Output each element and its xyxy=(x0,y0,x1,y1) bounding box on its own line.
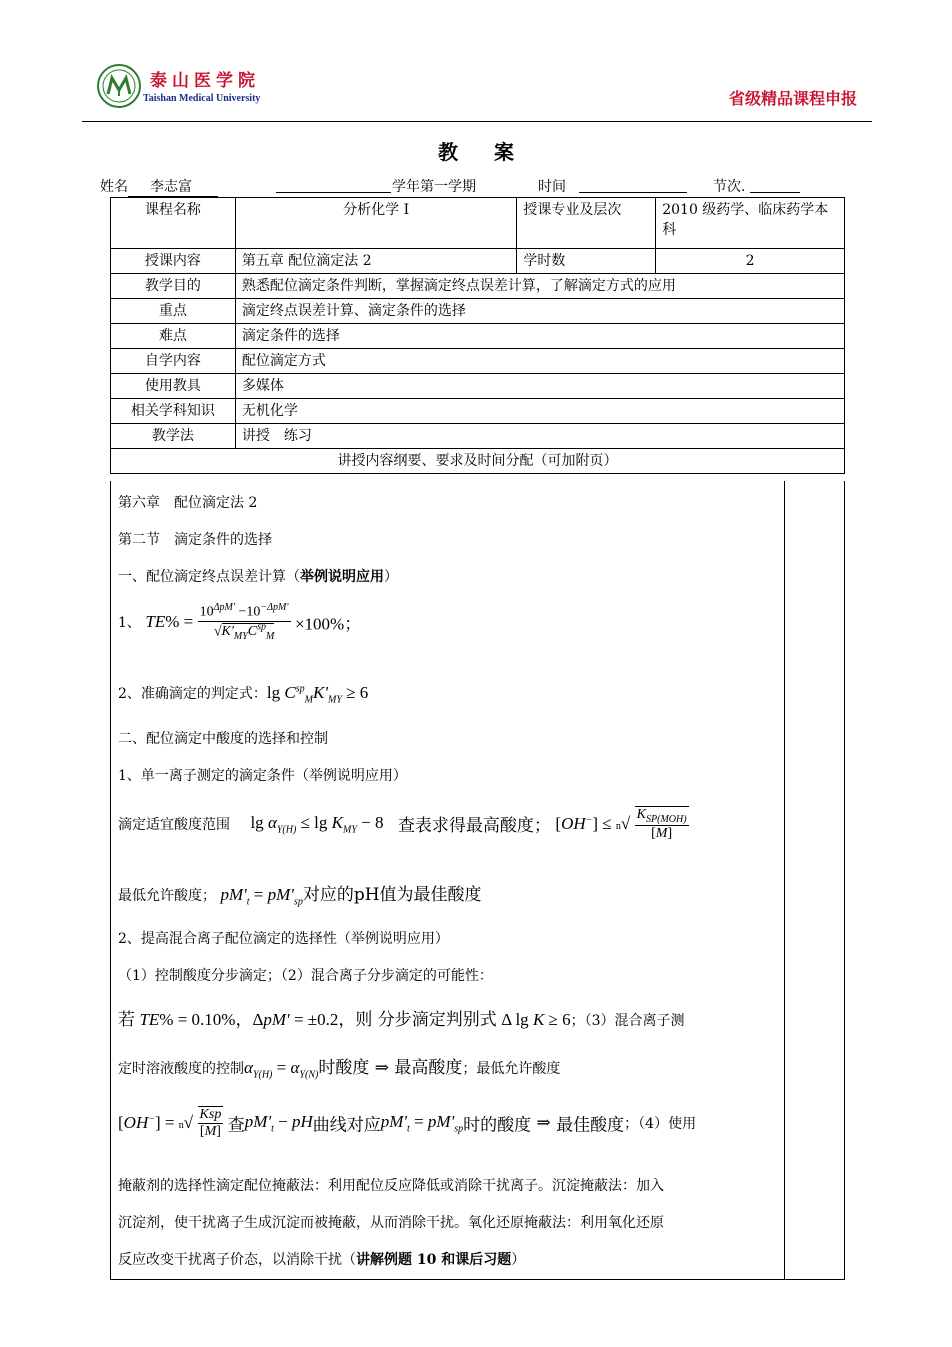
hours-value: 2 xyxy=(656,249,845,274)
formula-solution-acid: 定时溶液酸度的控制$\alpha_{Y(H)} = \alpha_{Y(N)}$时酸度 ⇒ 最高酸度；最低允许酸度 xyxy=(118,1058,561,1081)
year-blank xyxy=(276,176,391,193)
tools-label: 使用教具 xyxy=(111,374,236,399)
course-value: 分析化学 I xyxy=(235,198,517,249)
sub-mixed-ion: 2、提高混合离子配位滴定的选择性（举例说明应用） xyxy=(118,931,449,947)
major-label: 授课专业及层次 xyxy=(517,198,656,249)
control-text: （1）控制酸度分步滴定；（2）混合离子分步滴定的可能性： xyxy=(118,968,493,984)
chapter-title: 第六章 配位滴定法 2 xyxy=(118,495,258,511)
course-label: 课程名称 xyxy=(111,198,236,249)
difficulty-label: 难点 xyxy=(111,324,236,349)
content-value: 第五章 配位滴定法 2 xyxy=(235,249,517,274)
name-value: 李志富 xyxy=(150,179,192,195)
name-label: 姓名 xyxy=(100,179,128,195)
key-label: 重点 xyxy=(111,299,236,324)
difficulty-value: 滴定条件的选择 xyxy=(235,324,844,349)
term-label: 学年第一学期 xyxy=(392,179,476,195)
content-label: 授课内容 xyxy=(111,249,236,274)
self-study-value: 配位滴定方式 xyxy=(235,349,844,374)
time-label: 时间 xyxy=(538,179,566,195)
university-logo-icon xyxy=(97,64,141,108)
formula-ksp: [OH−] = n√ $\frac{\text{Ksp}}{[M]}$ 查$pM'_t$ − pH曲线对应$pM'_t = pM'_{sp}$时的酸度 ⇒ 最佳酸度；（4）使用 xyxy=(118,1107,697,1139)
lesson-plan-table xyxy=(110,197,845,474)
formula-stepwise: 若 TE% = 0.10%，ΔpM' = ±0.2，则 分步滴定判别式 Δ lg K ≥ 6；（3）混合离子测 xyxy=(118,1010,685,1030)
header-divider xyxy=(82,121,872,122)
application-title: 省级精品课程申报 xyxy=(728,89,857,108)
major-value: 2010 级药学、临床药学本科 xyxy=(656,198,845,249)
purpose-label: 教学目的 xyxy=(111,274,236,299)
key-value: 滴定终点误差计算、滴定条件的选择 xyxy=(235,299,844,324)
formula-te: 1、 TE% = $\frac{10^{\Delta pM'} -10^{-\Delta pM'}}{√K'_{MY}C^{sp}_M}$ ×100%； xyxy=(118,602,362,643)
paragraph-line-3: 反应改变干扰离子价态，以消除干扰（讲解例题 10 和课后习题） xyxy=(118,1252,526,1268)
sub-single-ion: 1、单一离子测定的滴定条件（举例说明应用） xyxy=(118,768,407,784)
formula-accuracy: 2、准确滴定的判定式：$\lg C^{sp}_MK'_{MY} \ge 6$ xyxy=(118,683,369,706)
content-side-column xyxy=(783,481,845,1280)
heading-error-calc: 一、配位滴定终点误差计算（举例说明应用） xyxy=(118,569,398,585)
name-value-field xyxy=(128,176,218,197)
heading-acidity: 二、配位滴定中酸度的选择和控制 xyxy=(118,731,328,747)
tools-value: 多媒体 xyxy=(235,374,844,399)
related-value: 无机化学 xyxy=(235,399,844,424)
document-title: 教案 xyxy=(438,140,550,164)
masking-paragraph xyxy=(118,1168,778,1279)
related-label: 相关学科知识 xyxy=(111,399,236,424)
purpose-value: 熟悉配位滴定条件判断，掌握滴定终点误差计算，了解滴定方式的应用 xyxy=(235,274,844,299)
paragraph-line-2: 沉淀剂，使干扰离子生成沉淀而被掩蔽，从而消除干扰。氧化还原掩蔽法：利用氧化还原 xyxy=(118,1215,664,1231)
method-label: 教学法 xyxy=(111,424,236,449)
time-blank xyxy=(579,176,687,193)
school-name-cn: 泰山医学院 xyxy=(150,71,260,91)
info-row xyxy=(100,176,860,196)
paragraph-line-1: 掩蔽剂的选择性滴定配位掩蔽法：利用配位反应降低或消除干扰离子。沉淀掩蔽法：加入 xyxy=(118,1178,664,1194)
self-study-label: 自学内容 xyxy=(111,349,236,374)
method-value: 讲授 练习 xyxy=(235,424,844,449)
section-title: 第二节 滴定条件的选择 xyxy=(118,532,272,548)
section-blank xyxy=(750,176,800,193)
formula-min-acid: 最低允许酸度； $pM'_t = pM'_{sp}$对应的pH值为最佳酸度 xyxy=(118,885,482,908)
formula-acid-range: 滴定适宜酸度范围 $\lg \alpha_{Y(H)} \le \lg K_{MY} - 8$ 查表求得最高酸度； [OH−] ≤ n√ $\frac{K_{SP(MOH)}}{[M]}$ xyxy=(118,807,687,841)
school-name-en: Taishan Medical University xyxy=(143,93,261,104)
outline-header: 讲授内容纲要、要求及时间分配（可加附页） xyxy=(111,449,845,474)
section-label: 节次. xyxy=(713,179,746,195)
hours-label: 学时数 xyxy=(517,249,656,274)
